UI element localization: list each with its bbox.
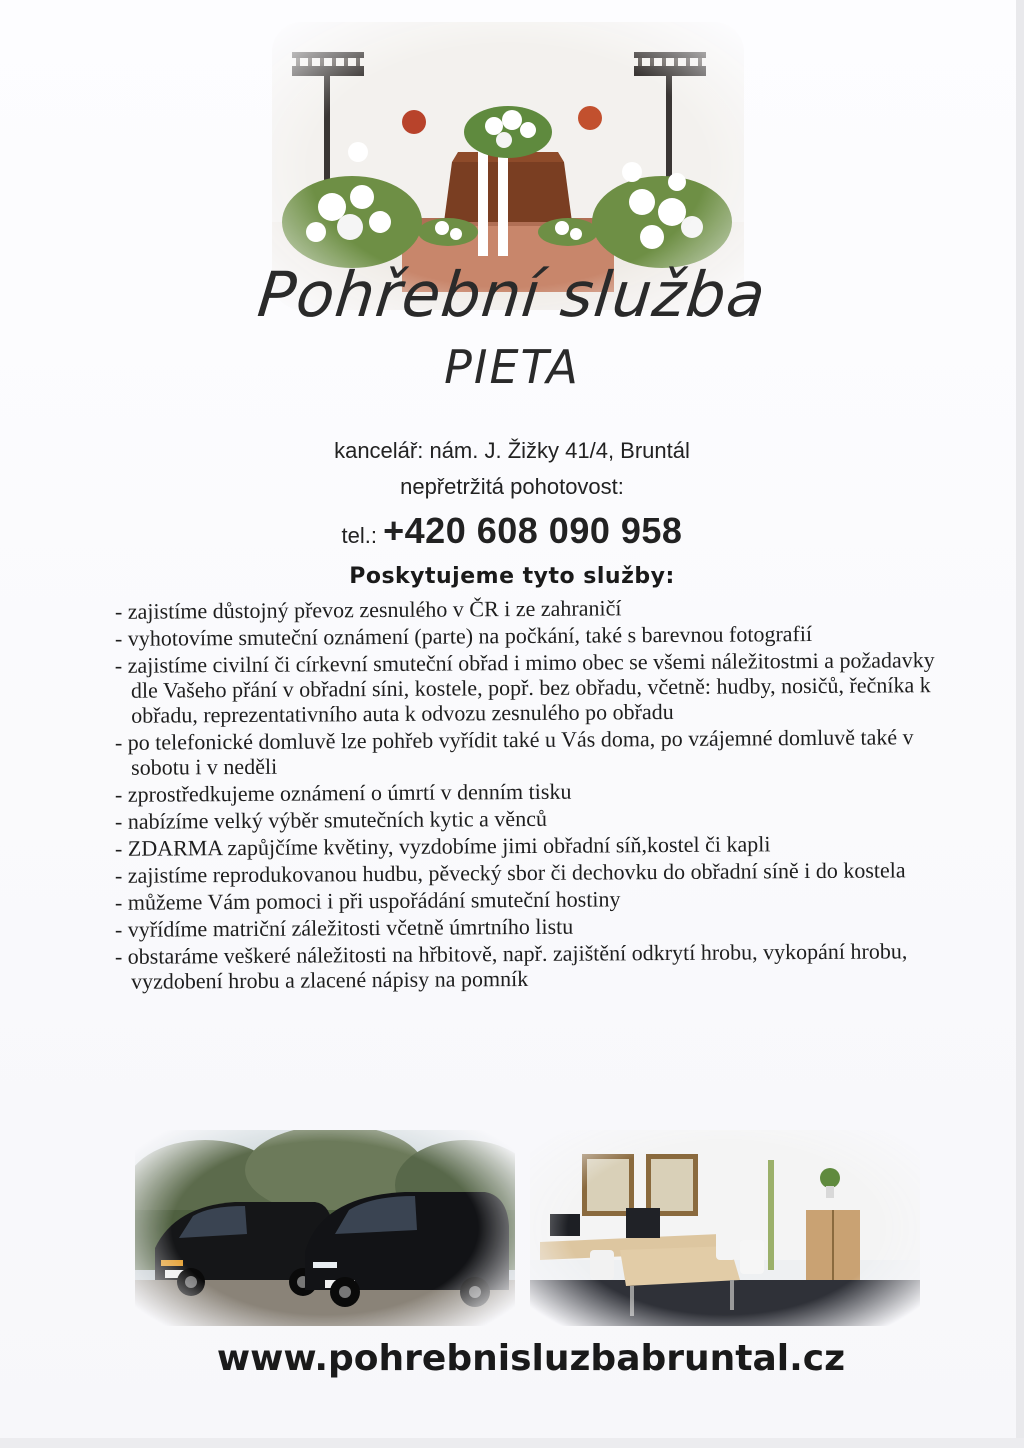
phone-label: tel.: <box>341 523 378 548</box>
photo-hearse-vans <box>135 1130 515 1326</box>
service-item: - zajistíme reprodukovanou hudbu, pěvecký sbor či dechovku do obřadní síně i do kostela <box>115 857 935 888</box>
page-title: Pohřební služba <box>254 258 770 331</box>
services-heading: Poskytujeme tyto služby: <box>349 564 675 589</box>
phone-line <box>0 510 1024 552</box>
standby-label: nepřetržitá pohotovost: <box>400 474 624 499</box>
service-item: - nabízíme velký výběr smutečních kytic a věnců <box>115 803 935 834</box>
office-illustration <box>530 1130 920 1326</box>
service-item: - ZDARMA zapůjčíme květiny, vyzdobíme jimi obřadní síň,kostel či kapli <box>115 830 935 861</box>
scan-edge-right <box>1016 0 1024 1448</box>
service-item: - můžeme Vám pomoci i při uspořádání smuteční hostiny <box>115 884 935 915</box>
service-item: - zprostředkujeme oznámení o úmrtí v denním tisku <box>115 776 935 807</box>
services-list <box>115 596 935 993</box>
vans-illustration <box>135 1130 515 1326</box>
service-item: - zajistíme důstojný převoz zesnulého v ČR i ze zahraničí <box>115 593 935 624</box>
photo-office-interior <box>530 1130 920 1326</box>
service-item: - po telefonické domluvě lze pohřeb vyřídit také u Vás doma, po vzájemné domluvě také v sobotu i v neděli <box>115 724 935 780</box>
company-name: PIETA <box>444 340 580 394</box>
service-item: - vyhotovíme smuteční oznámení (parte) na počkání, také s barevnou fotografií <box>115 620 935 651</box>
service-item: - obstaráme veškeré náležitosti na hřbitově, např. zajištění odkrytí hrobu, vykopání hrobu, vyzdobení hrobu a zlacené nápisy na pomník <box>115 938 935 994</box>
service-item: - zajistíme civilní či církevní smuteční obřad i mimo obec se všemi náležitostmi a požadavky dle Vašeho přání v obřadní síni, kostele, popř. bez obřadu, včetně: hudby, nosičů, řečníka k obřadu, reprezentativního auta k odvozu zesnulého po obřadu <box>115 647 936 728</box>
office-address: kancelář: nám. J. Žižky 41/4, Bruntál <box>334 438 690 463</box>
website-url: www.pohrebnisluzbabruntal.cz <box>216 1338 846 1379</box>
service-item: - vyřídíme matriční záležitosti včetně úmrtního listu <box>115 911 935 942</box>
scan-edge-bottom <box>0 1438 1024 1448</box>
phone-number: +420 608 090 958 <box>383 510 683 551</box>
